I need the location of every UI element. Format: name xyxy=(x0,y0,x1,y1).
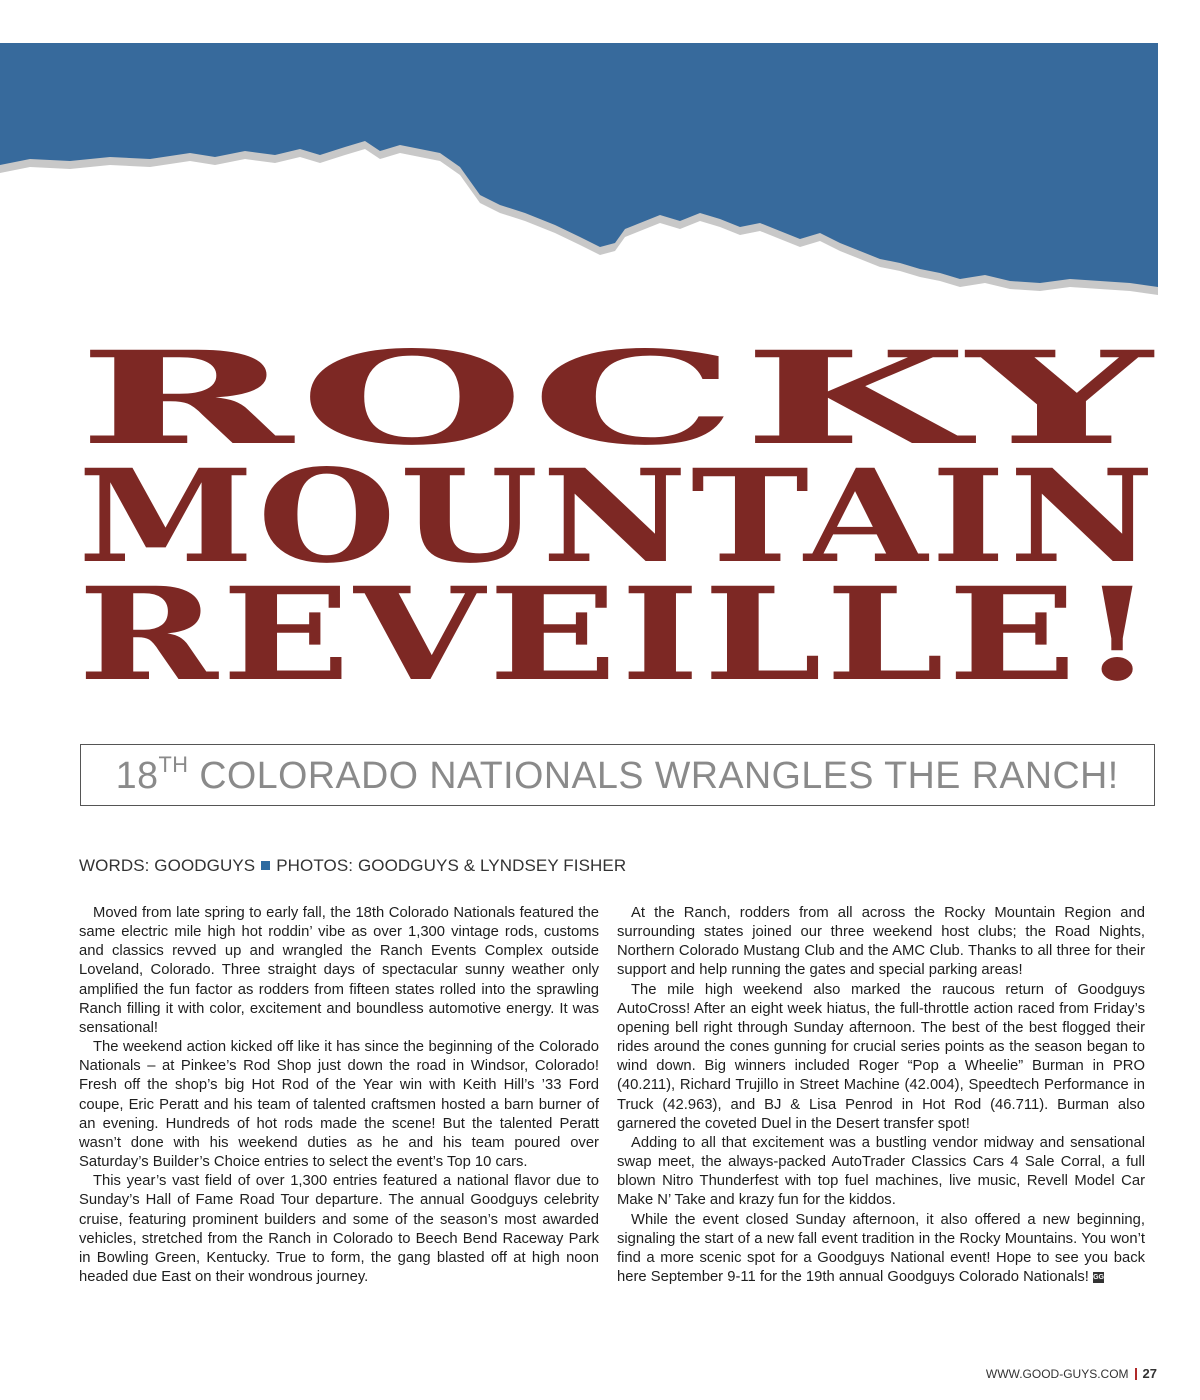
end-mark-icon: GG xyxy=(1093,1273,1104,1281)
square-separator-icon xyxy=(261,861,270,870)
footer-url: WWW.GOOD-GUYS.COM xyxy=(985,1367,1129,1381)
page-number: 27 xyxy=(1142,1366,1157,1381)
headline-line-2: MOUNTAIN xyxy=(78,442,1158,592)
paragraph: The weekend action kicked off like it has since the beginning of the Colorado Nationals – at Pinkee’s Rod Shop just down the road in Windsor, Colorado! Fresh off the shop’s big Hot Rod of the Year win with Keith Hill’s ’33 Ford coupe, Eric Peratt and his team of talented craftsmen hosted a barn burner of an evening. Hundreds of hot rods made the scene! But the talented Peratt wasn’t done with his weekend duties as he and his team poured over Saturday’s Builder’s Choice entries to select the event’s Top 10 cars. xyxy=(79,1039,599,1171)
mountain-sky-banner xyxy=(0,43,1158,303)
paragraph: At the Ranch, rodders from all across the Rocky Mountain Region and surrounding states joined our three weekend host clubs; the Road Nights, Northern Colorado Mustang Club and the AMC Club. Thanks to all three for their support and help running the gates and special parking areas! xyxy=(617,905,1145,979)
footer-divider xyxy=(1135,1368,1137,1380)
headline-line-3: REVEILLE! xyxy=(78,560,1158,710)
subtitle xyxy=(116,752,1119,798)
article-column-right xyxy=(617,904,1145,1287)
photos-credit: PHOTOS: GOODGUYS & LYNDSEY FISHER xyxy=(276,856,627,875)
headline-line-1: ROCKY xyxy=(78,324,1158,474)
words-credit: WORDS: GOODGUYS xyxy=(79,856,256,875)
byline xyxy=(79,856,626,876)
subtitle-text: COLORADO NATIONALS WRANGLES THE RANCH! xyxy=(199,755,1119,797)
subtitle-ordinal-suffix: TH xyxy=(158,752,189,777)
paragraph: Adding to all that excitement was a bustling vendor midway and sensational swap meet, the always-packed AutoTrader Classics Cars 4 Sale Corral, a full blown Nitro Thunderfest with top fuel machines, live music, Revell Model Car Make N’ Take and krazy fun for the kiddos. xyxy=(617,1134,1145,1209)
subtitle-box xyxy=(80,744,1155,806)
paragraph: Moved from late spring to early fall, the 18th Colorado Nationals featured the same electric mile high hot roddin’ vibe as over 1,300 vintage rods, customs and classics revved up and wrangled the Ranch Events Complex outside Loveland, Colorado. Three straight days of spectacular sunny weather only amplified the fun factor as rodders from fifteen states rolled into the sprawling Ranch filling it with color, excitement and boundless automotive energy. It was sensational! xyxy=(79,905,599,1036)
paragraph-text: While the event closed Sunday afternoon, it also offered a new beginning, signaling the start of a new fall event tradition in the Rocky Mountains. You won’t find a more scenic spot for a Goodguys National event! Hope to see you back here September 9-11 for the 19th annual Goodguys Colorado Nationals! xyxy=(617,1211,1145,1285)
page-footer xyxy=(986,1366,1157,1381)
article-column-left xyxy=(79,904,599,1287)
subtitle-ordinal: 18 xyxy=(115,755,159,797)
paragraph: The mile high weekend also marked the raucous return of Goodguys AutoCross! After an eight week hiatus, the full-throttle action raced from Friday’s opening bell right through Sunday afternoon. The best of the best flogged their rides around the cones gunning for crucial series points as the season began to wind down. Big winners included Roger “Pop a Wheelie” Burman in PRO (40.211), Richard Trujillo in Street Machine (42.004), Speedtech Performance in Truck (42.963), and BJ & Lisa Penrod in Hot Rod (46.711). Burman also garnered the coveted Duel in the Desert transfer spot! xyxy=(617,981,1145,1132)
headline xyxy=(78,324,1158,710)
paragraph-final xyxy=(617,1211,1145,1288)
paragraph: This year’s vast field of over 1,300 entries featured a national flavor due to Sunday’s Hall of Fame Road Tour departure. The annual Goodguys celebrity cruise, featuring prominent builders and some of the season’s most awarded vehicles, stretched from the Ranch in Colorado to Beech Bend Raceway Park in Bowling Green, Kentucky. True to form, the gang blasted off at high noon headed due East on their wondrous journey. xyxy=(79,1173,599,1285)
